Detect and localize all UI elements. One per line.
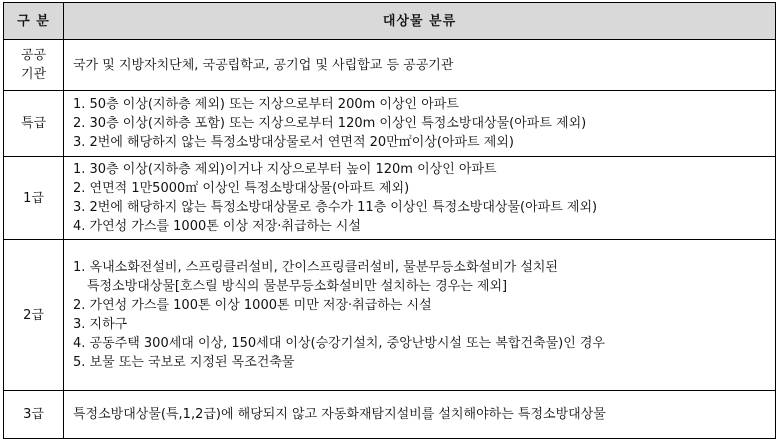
row-category: 2급 [4,240,64,391]
description-line: 4. 가연성 가스를 1000톤 이상 저장·취급하는 시설 [73,219,361,234]
row-description [64,91,776,157]
category-label: 기관 [20,67,47,82]
header-classification: 대상물 분류 [64,3,776,40]
row-category: 1급 [4,157,64,240]
row-category [4,40,64,91]
description-line: 3. 2번에 해당하지 않는 특정소방대상물로서 연면적 20만㎡이상(아파트 제외) [73,135,514,150]
description-line: 특정소방대상물(특,1,2급)에 해당되지 않고 자동화재탐지설비를 설치해야하는 특정소방대상물 [73,407,606,422]
category-label: 공공 [20,48,47,63]
description-line: 3. 2번에 해당하지 않는 특정소방대상물로 층수가 11층 이상인 특정소방대상물(아파트 제외) [73,200,598,215]
header-category: 구 분 [4,3,64,40]
table-row [4,157,776,240]
description-line: 2. 30층 이상(지하층 포함) 또는 지상으로부터 120m 이상인 특정소방대상물(아파트 제외) [73,116,587,131]
row-category: 특급 [4,91,64,157]
row-description [64,391,776,439]
description-line: 4. 공동주택 300세대 이상, 150세대 이상(승강기설치, 중앙난방시설 또는 복합건축물)인 경우 [73,336,606,351]
table-row [4,91,776,157]
description-line: 1. 옥내소화전설비, 스프링클러설비, 간이스프링클러설비, 물분무등소화설비가 설치된 [73,260,558,275]
description-line: 1. 30층 이상(지하층 제외)이거나 지상으로부터 높이 120m 이상인 아파트 [73,162,497,177]
table-row [4,240,776,391]
table-row [4,391,776,439]
row-description [64,240,776,391]
description-line: 2. 연면적 1만5000㎡ 이상인 특정소방대상물(아파트 제외) [73,181,410,196]
description-line: 특정소방대상물[호스릴 방식의 물분무등소화설비만 설치하는 경우는 제외] [87,279,508,294]
description-line: 2. 가연성 가스를 100톤 이상 1000톤 미만 저장·취급하는 시설 [73,298,432,313]
description-line: 3. 지하구 [73,317,128,332]
description-line: 국가 및 지방자치단체, 국공립학교, 공기업 및 사립합교 등 공공기관 [73,57,454,73]
row-description [64,40,776,91]
description-line: 5. 보물 또는 국보로 지정된 목조건축물 [73,355,295,370]
table-row [4,40,776,91]
classification-table [3,2,776,439]
row-category: 3급 [4,391,64,439]
row-description [64,157,776,240]
description-line: 1. 50층 이상(지하층 제외) 또는 지상으로부터 200m 이상인 아파트 [73,97,459,112]
table-header-row [4,3,776,40]
